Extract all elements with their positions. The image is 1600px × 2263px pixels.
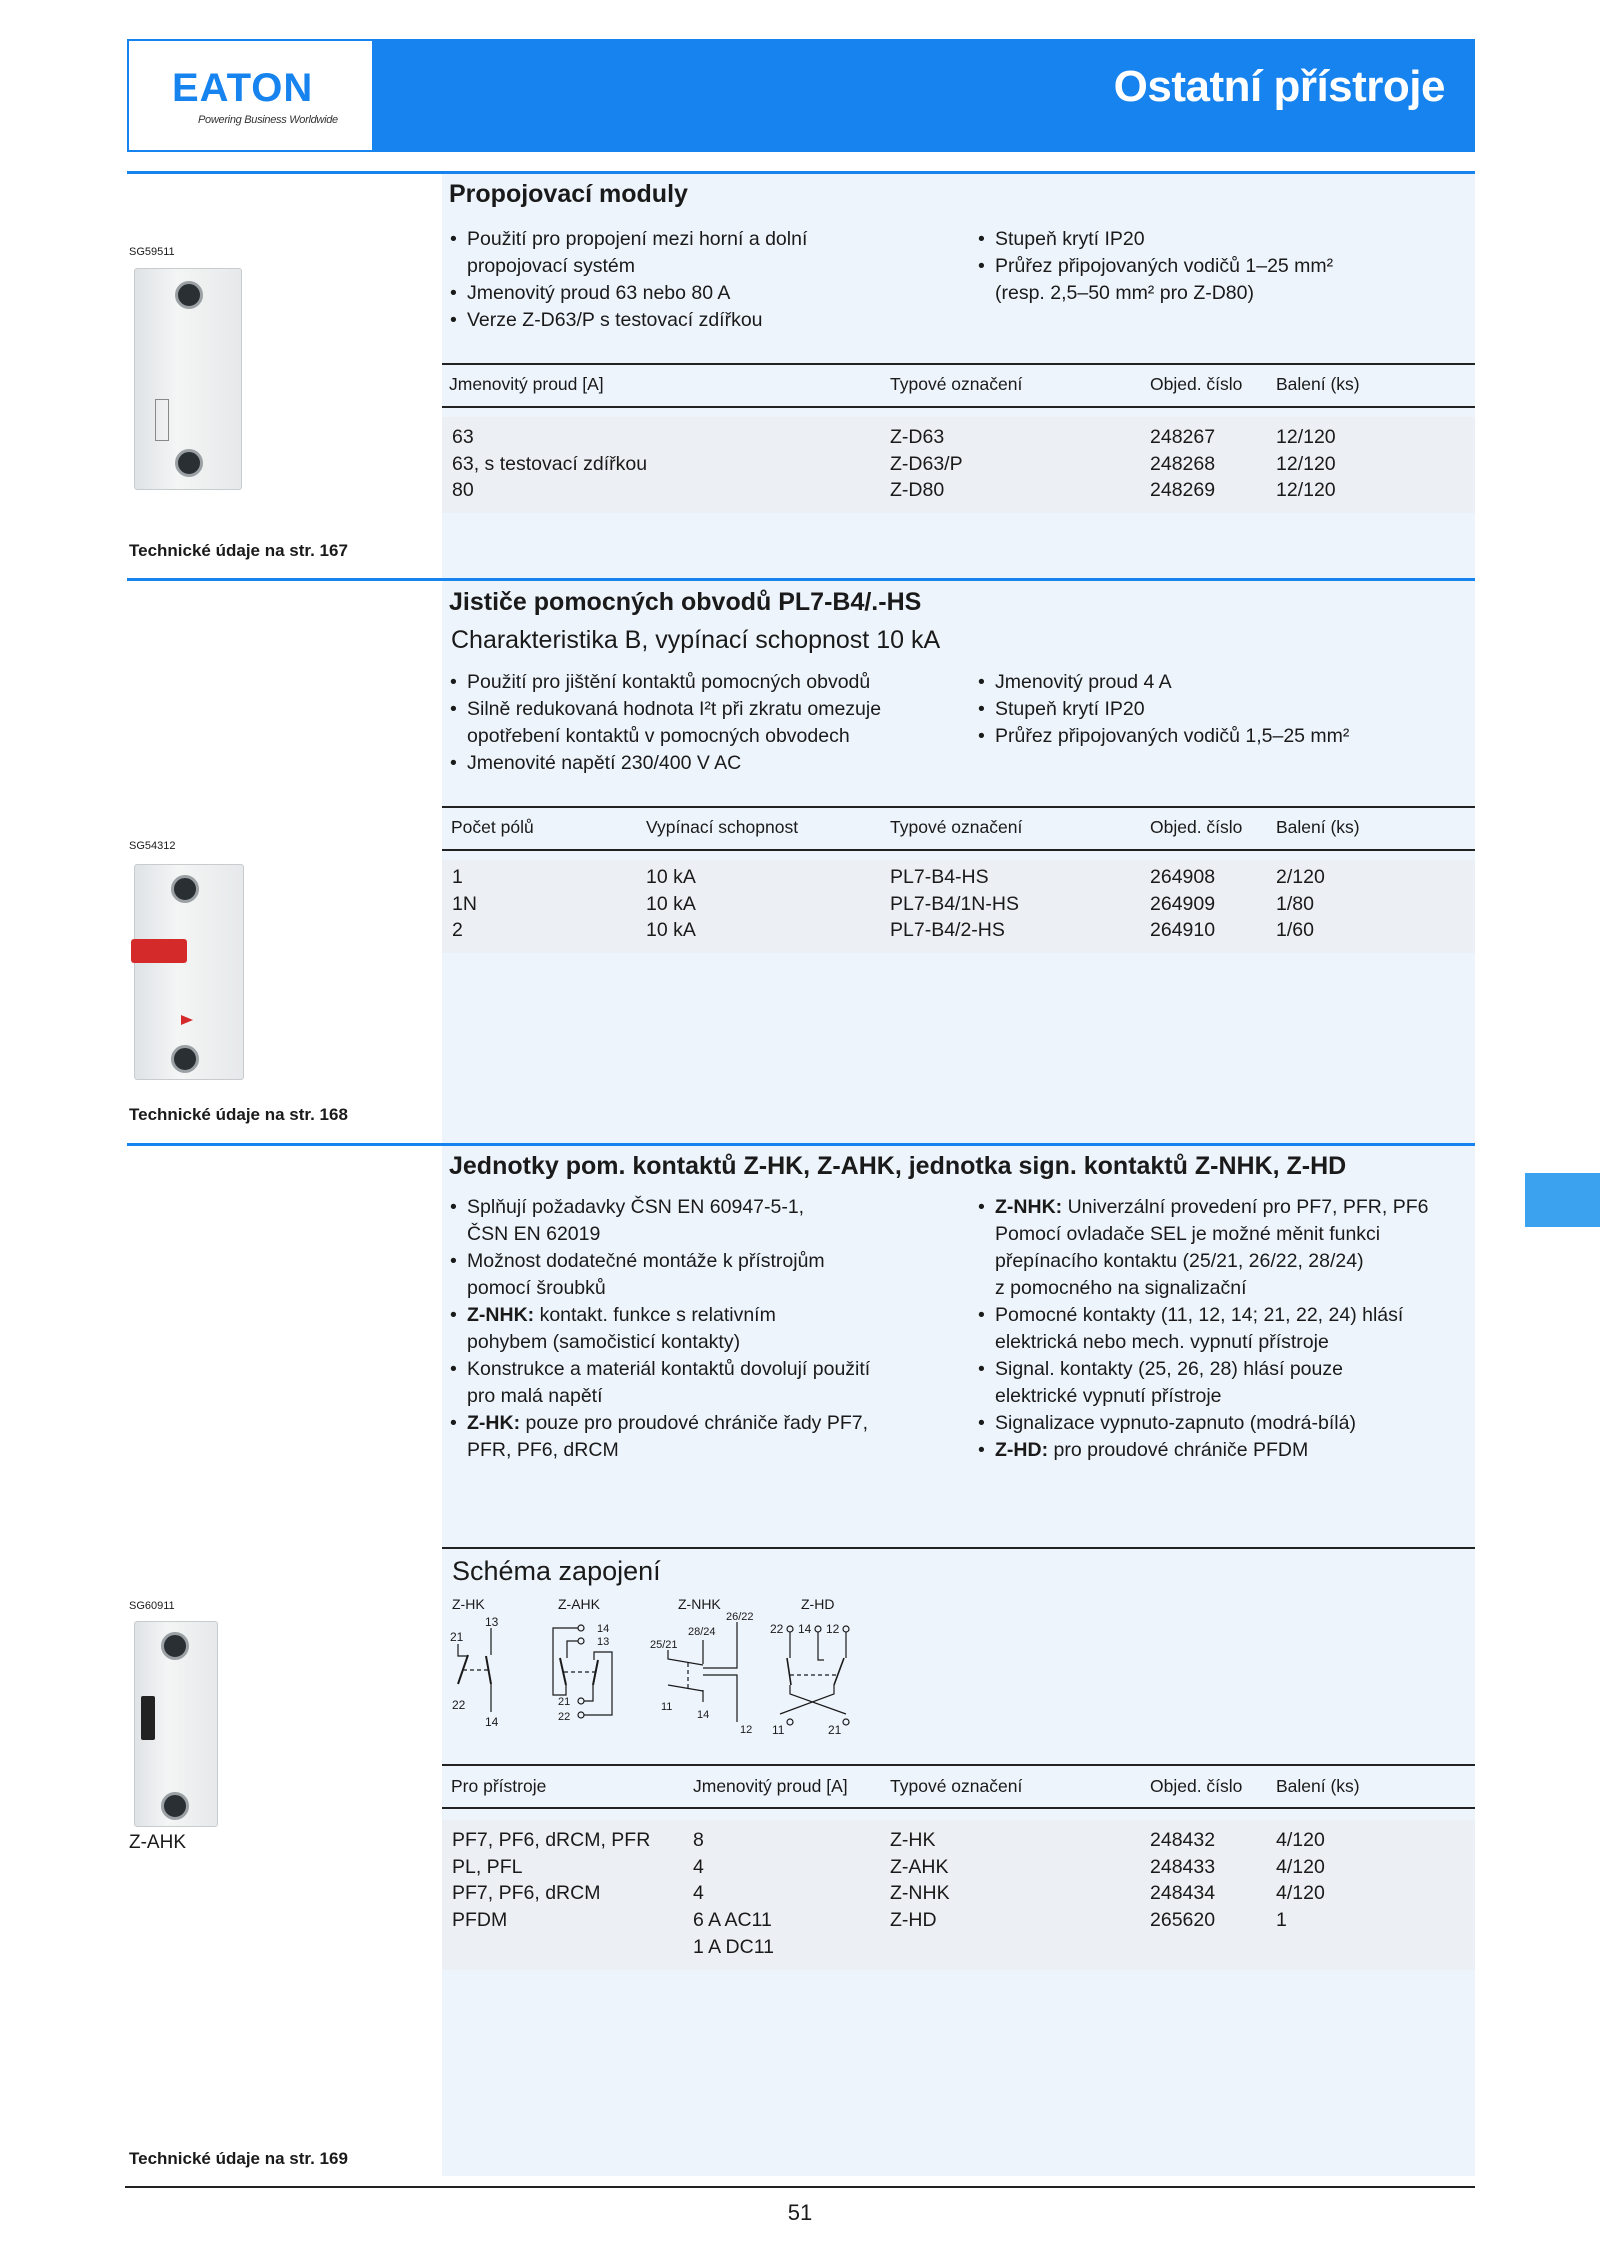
column-header: Vypínací schopnost [646,817,799,837]
terminal-label: 11 [772,1723,785,1737]
terminal-label: 22 [770,1622,784,1636]
feature-item-text: pohybem (samočisticí kontakty) [467,1331,741,1353]
feature-item: • Použití pro jištění kontaktů pomocných obvodů [450,669,970,696]
table-cell: 264910 [1150,919,1216,942]
table-row [452,1854,1472,1881]
feature-item [450,1194,970,1221]
image-code: SG60911 [129,1600,175,1612]
column-header: Balení (ks) [1276,817,1360,837]
feature-item-text: Univerzální provedení pro PF7, PFR, PF6 [1062,1196,1429,1218]
column-header: Balení (ks) [1276,1776,1360,1796]
table-cell: 10 kA [646,919,696,942]
table-cell: PL7-B4/1N-HS [890,892,1019,915]
column-header: Objed. číslo [1150,817,1243,837]
table-cell: PL, PFL [452,1855,523,1878]
table-cell: 265620 [1150,1909,1216,1932]
table-cell: 4/120 [1276,1855,1325,1878]
feature-item-bold: Z-NHK: [995,1196,1063,1218]
terminal-label: 13 [485,1615,499,1629]
feature-list-left [450,1194,970,1464]
table-cell: 248434 [1150,1882,1216,1905]
terminal-label: 12 [740,1724,753,1736]
column-header: Typové označení [890,1776,1023,1796]
feature-item-text: Splňují požadavky ČSN EN 60947-5-1, [467,1196,805,1218]
feature-item-text: pouze pro proudové chrániče řady PF7, [520,1412,869,1434]
column-header: Balení (ks) [1276,374,1360,394]
table-cell: Z-NHK [890,1882,950,1905]
product-image-z-d63 [134,268,242,490]
terminal-label: 12 [826,1622,840,1636]
table-cell: 1N [452,892,477,915]
table-col [890,424,963,504]
table-col [890,864,1019,944]
feature-item-text: Pomocí ovladače SEL je možné měnit funkci [995,1223,1381,1245]
table-cell: 4/120 [1276,1882,1325,1905]
table-cell: 12/120 [1276,452,1336,475]
table-cell: 248267 [1150,426,1216,448]
feature-item: • Verze Z-D63/P s testovací zdířkou [450,307,950,334]
wiring-diagrams [430,1540,930,1740]
column-header: Objed. číslo [1150,374,1243,394]
feature-item: • Silně redukovaná hodnota I²t při zkratu omezuje [450,696,970,723]
feature-item [450,1356,970,1383]
feature-item: • Stupeň krytí IP20 [978,696,1468,723]
feature-item [450,1329,970,1356]
diagram-z-nhk [650,1611,754,1736]
table-rows [452,1827,1472,1960]
feature-list-left [450,226,950,334]
terminal-label: 26/22 [726,1611,754,1623]
table-rule [442,806,1475,808]
feature-item [978,1356,1473,1383]
table-cell: 248433 [1150,1855,1216,1878]
terminal-label: 14 [485,1715,499,1729]
tech-data-link[interactable]: Technické údaje na str. 169 [129,2149,348,2168]
feature-item: • Použití pro propojení mezi horní a dolní [450,226,950,253]
table-cell: 1 [452,866,463,888]
feature-item: propojovací systém [467,255,635,277]
feature-item-text: pomocí šroubků [467,1277,606,1299]
table-cell: Z-AHK [890,1855,949,1878]
logo-tagline: Powering Business Worldwide [198,114,338,126]
table-cell: 1/80 [1276,892,1314,915]
feature-item [978,1221,1473,1248]
feature-item [450,1275,970,1302]
table-cell: Z-HK [890,1829,936,1851]
terminal-label: 21 [450,1630,464,1644]
terminal-label: 22 [452,1698,466,1712]
table-col [1276,424,1336,504]
table-row [452,1827,1472,1854]
table-cell: 264908 [1150,866,1216,888]
feature-item [978,1437,1473,1464]
terminal-label: 21 [558,1696,571,1708]
table-cell: 248269 [1150,479,1216,502]
table-cell: 1 A DC11 [693,1935,774,1958]
table-cell: Z-HD [890,1909,937,1932]
table-cell: Z-D63/P [890,452,963,475]
terminal-label: 14 [597,1623,610,1635]
feature-list-right [978,669,1468,750]
terminal-label: 22 [558,1711,571,1723]
feature-item-text: elektrické vypnutí přístroje [995,1385,1222,1407]
table-cell: 2 [452,919,463,942]
feature-item [978,1275,1473,1302]
table-cell: 80 [452,479,474,502]
table-row [452,1880,1472,1907]
feature-item [978,1248,1473,1275]
terminal-label: 14 [798,1622,812,1636]
table-col [1150,864,1215,944]
feature-list-left [450,669,970,777]
feature-item: • Průřez připojovaných vodičů 1,5–25 mm² [978,723,1468,750]
table-rule [442,363,1475,365]
table-col [1276,864,1325,944]
table-row [452,1934,1472,1961]
tech-data-link[interactable]: Technické údaje na str. 168 [129,1105,348,1124]
feature-item [450,1221,970,1248]
table-cell: Z-D63 [890,426,945,448]
table-rule [442,849,1475,851]
column-header: Počet pólů [451,817,534,837]
feature-item: • Stupeň krytí IP20 [978,226,1468,253]
table-cell: 1 [1276,1909,1287,1932]
section-divider [127,171,1475,174]
diagram-label: Z-AHK [558,1596,600,1612]
image-code: SG59511 [129,246,175,258]
table-rule [442,1807,1475,1809]
table-cell: PFDM [452,1909,508,1932]
feature-item-text: pro proudové chrániče PFDM [1048,1439,1309,1461]
table-cell: 4 [693,1882,704,1905]
tech-data-link[interactable]: Technické údaje na str. 167 [129,541,348,560]
feature-item-text: elektrická nebo mech. vypnutí přístroje [995,1331,1329,1353]
diagram-z-hd [770,1622,849,1737]
table-cell: 2/120 [1276,866,1325,888]
table-cell: 12/120 [1276,426,1336,448]
diagram-z-hk [450,1615,499,1729]
table-cell: PL7-B4-HS [890,866,989,888]
table-cell: 4/120 [1276,1829,1325,1851]
table-cell: 63, s testovací zdířkou [452,452,648,475]
terminal-label: 28/24 [688,1626,716,1638]
image-code: SG54312 [129,840,176,852]
table-cell: PF7, PF6, dRCM [452,1882,601,1905]
terminal-label: 25/21 [650,1639,678,1651]
table-cell: PL7-B4/2-HS [890,919,1005,942]
feature-item [978,1329,1473,1356]
feature-item [978,1302,1473,1329]
feature-item-text: z pomocného na signalizační [995,1277,1247,1299]
feature-item: • Jmenovitý proud 63 nebo 80 A [450,280,950,307]
feature-item: • Průřez připojovaných vodičů 1–25 mm² [978,253,1468,280]
feature-item-text: Konstrukce a materiál kontaktů dovolují použití [467,1358,871,1380]
table-cell: 10 kA [646,866,696,888]
table-rule [442,406,1475,408]
diagram-label: Z-NHK [678,1596,721,1612]
feature-item-text: Signal. kontakty (25, 26, 28) hlásí pouze [995,1358,1343,1380]
feature-list-right [978,1194,1473,1464]
section-divider [127,578,1475,581]
schema-title: Schéma zapojení [452,1556,661,1586]
feature-item [450,1383,970,1410]
table-cell: 264909 [1150,892,1216,915]
footer-rule [125,2186,1475,2188]
feature-item: • Jmenovitý proud 4 A [978,669,1468,696]
product-image-z-ahk [134,1621,218,1827]
terminal-label: 11 [661,1701,673,1713]
table-cell: 63 [452,426,474,448]
column-header: Jmenovitý proud [A] [693,1776,848,1796]
section-divider [127,1143,1475,1146]
diagram-label: Z-HK [452,1596,485,1612]
feature-item: (resp. 2,5–50 mm² pro Z-D80) [995,282,1254,304]
table-cell: Z-D80 [890,479,945,502]
feature-item [450,1248,970,1275]
column-header: Typové označení [890,817,1023,837]
table-col [646,864,696,944]
table-col [1150,424,1215,504]
column-header: Jmenovitý proud [A] [449,374,604,394]
section-subheading: Charakteristika B, vypínací schopnost 10 kA [451,626,941,654]
feature-item: opotřebení kontaktů v pomocných obvodech [467,725,850,747]
feature-item: • Jmenovité napětí 230/400 V AC [450,750,970,777]
feature-item-text: přepínacího kontaktu (25/21, 26/22, 28/24) [995,1250,1364,1272]
table-row [452,1907,1472,1934]
feature-item-text: Možnost dodatečné montáže k přístrojům [467,1250,825,1272]
eaton-logo: EATON [172,66,314,110]
terminal-label: 13 [597,1636,610,1648]
column-header: Pro přístroje [451,1776,547,1796]
table-cell: 248268 [1150,452,1216,475]
page-number: 51 [787,2200,813,2225]
feature-item-text: Signalizace vypnuto-zapnuto (modrá-bílá) [995,1412,1356,1434]
feature-item [978,1194,1473,1221]
table-col [452,424,647,504]
terminal-label: 21 [828,1723,842,1737]
product-image-pl7 [134,864,244,1080]
feature-item [450,1302,970,1329]
table-cell: 12/120 [1276,479,1336,502]
feature-list-right [978,226,1468,307]
section-heading: Jednotky pom. kontaktů Z-HK, Z-AHK, jednotka sign. kontaktů Z-NHK, Z-HD [449,1152,1347,1180]
feature-item-text: PFR, PF6, dRCM [467,1439,619,1461]
table-cell: 8 [693,1829,704,1851]
terminal-label: 14 [697,1709,710,1721]
feature-item [450,1410,970,1437]
feature-item [978,1383,1473,1410]
feature-item [978,1410,1473,1437]
feature-item-text: Pomocné kontakty (11, 12, 14; 21, 22, 24) hlásí [995,1304,1404,1326]
image-caption: Z-AHK [129,1832,186,1853]
feature-item-text: pro malá napětí [467,1385,603,1407]
column-header: Typové označení [890,374,1023,394]
feature-item-text: ČSN EN 62019 [467,1223,601,1245]
table-cell: 1/60 [1276,919,1314,942]
table-col [452,864,477,944]
table-cell: 248432 [1150,1829,1216,1851]
feature-item-bold: Z-HD: [995,1439,1049,1461]
diagram-z-ahk [553,1623,612,1723]
table-cell: 10 kA [646,892,696,915]
table-cell: 6 A AC11 [693,1909,772,1932]
column-header: Objed. číslo [1150,1776,1243,1796]
section-heading: Jističe pomocných obvodů PL7-B4/.-HS [449,588,922,616]
table-cell: 4 [693,1855,704,1878]
table-rule [442,1764,1475,1766]
feature-item [450,1437,970,1464]
feature-item-text: kontakt. funkce s relativním [534,1304,776,1326]
chapter-tab [1525,1173,1600,1227]
feature-item-bold: Z-HK: [467,1412,521,1434]
feature-item-bold: Z-NHK: [467,1304,535,1326]
section-heading: Propojovací moduly [449,180,688,208]
diagram-label: Z-HD [801,1596,835,1612]
page-title: Ostatní přístroje [1113,62,1445,111]
table-cell: PF7, PF6, dRCM, PFR [452,1829,651,1851]
